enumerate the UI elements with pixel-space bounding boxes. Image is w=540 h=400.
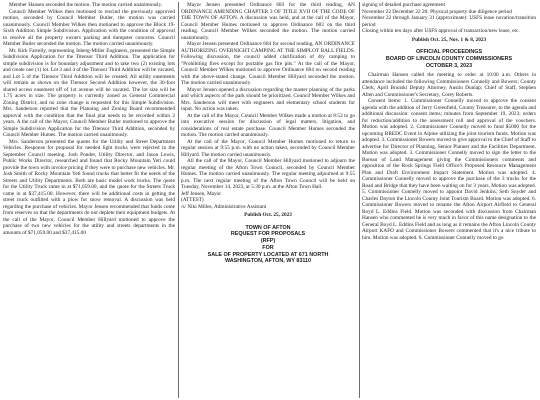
- signature-line: Jeff Jensen, Mayor: [181, 190, 222, 197]
- minutes-paragraph: All the call of the Mayor, Council Member Hillyard motioned to adjourn the regular meeting of the Afton Town Council, seconded by Council Member Humes. The motion carried unanimously. The regular meeting adjourned at 9:55 p.m. The next regular meeting of the Afton Town Council will be held on Tuesday, November 14, 2023, at 5:30 p.m. at the Afton Town Hall.: [181, 158, 355, 190]
- right-column: [362, 2, 536, 398]
- minutes-paragraph: Mrs. Sanderson presented the quotes for the Utility and Street Department Vehicles. Response for proposal for needed light trucks were rejected in the September Council meeting. Josh Ponder, Utility Director, and Jason Lewis, Public Works Director, researched and found that Rocky Mountain Yeti could provide the town with invoice pricing if they were to purchase new vehicles. Mr. Josh Smith of Rocky Mountain Yeti found trucks that better fit the needs of the Streets and Utility Departments. Both are basic model work trucks. The quote for the Utility Truck came in at $71,059.00, and the quote for the Streets Truck came in at $37,415.00. However, there will be additional costs in getting the street truck outfitted with a plow for snow removal. A discussion was held regarding the purchase of vehicles. Mayor Jensen recommended that funds come from reserves so that the departments do not deplete their equipment budgets. At the call of the Mayor, Council Member Hillyard motioned to approve the purchase of two new vehicles for the utility and streets departments in the amounts of $71,059.00 and $37,415.00: [3, 138, 175, 236]
- minutes-paragraph: Mayor Jensen presented Ordinance 684 for second reading, AN ORDINANCE AUTHORIZING OVERNIGHT CAMPING AT THE SIMPLOT BALL FIELDS. Following discussion, the council added clarification of dry camping to "Prohibiting fires except for portable gas fire pits." At the call of the Mayor, Council Member Wilkes motioned to approve Ordinance 684 on second reading with the above-stated change. Council Member Hillyard seconded the motion. The motion carried unanimously.: [181, 41, 355, 86]
- timeline-list: [362, 2, 536, 35]
- rfp-heading: [181, 225, 355, 266]
- column-divider: [178, 2, 179, 398]
- proceedings-heading-line: OFFICIAL PROCEEDINGS: [415, 49, 483, 55]
- proceedings-heading-line: BOARD OF LINCOLN COUNTY COMMISSIONERS: [385, 55, 513, 62]
- rfp-heading-line: SALE OF PROPERTY LOCATED AT 671 NORTH: [207, 251, 329, 258]
- rfp-heading-line: (RFP): [260, 238, 276, 245]
- signature-line: /s/ Niki Milles, Administrative Assistant: [181, 203, 267, 210]
- minutes-paragraph: Council Member Wilkes then motioned to rescind the previously approved motion, seconded by Council Member Butler, the motion was carried unanimously. Council Member Wilkes then motioned to approve the Block 19-Sixth Addition Simple Subdivision. Application with the condition of approval to resolve all the property owners parking and dumpster concerns. Council Member Butler seconded the motion. The motion carried unanimously.: [3, 8, 175, 47]
- minutes-paragraph: At the call of the Mayor, Council Member Wilkes made a motion at 8:53 to go into executive session for discussion of legal matters, litigation, and considerations of real estate purchase. Council Member Humes seconded the motion. The motion carried unanimously.: [181, 112, 355, 138]
- rfp-heading-line: FOR: [262, 244, 274, 251]
- left-column: [3, 2, 175, 398]
- minutes-paragraph: Mayor Jensen opened a discussion regarding the master planning of the parks and which aspects of the park should be prioritized. Council Member Wilkes and Mrs. Sanderson will meet with engineers and elementary school students for input. No action was taken.: [181, 86, 355, 112]
- minutes-paragraph: Mayor Jensen presented Ordinance 683 for the third reading, AN ORDINANCE AMENDING CHAPTER 3 OF TITLE XVII OF THE CODE OF THE TOWN OF AFTON. A discussion was held, and at the call of the Mayor, Council Member Humes motioned to approve Ordinance 683 on the third reading. Council Member Wilkes seconded the motion. The motion carried unanimously.: [181, 2, 355, 41]
- rfp-heading-line: WASHINGTON, AFTON, WY 83110: [224, 258, 312, 265]
- minutes-paragraph: At the call of the Mayor, Council Member Humes motioned to return to regular session at 9:55 p.m. with no action taken, seconded by Council Member Hillyard. The motion carried unanimously.: [181, 138, 355, 158]
- column-divider: [359, 2, 360, 398]
- proceedings-paragraph: Consent Items: 1. Commissioner Connelly moved to approve the consent agenda with the addition of Jerry Greenfield, County Treasurer, to the agenda and additional discussion: consent items; minutes from September 19, 2023; orders for reduction/addition to the assessment roll and approval of the vouchers. Motion was adopted. 2. Commissioner Connelly moved to fund $5000 for the upcoming BREDC Event in Alpine utilizing the joint tourism funds. Motion was adopted. 3. Commissioner Bowers moved to give approval to the Chief of Staff to advertise for Director of Planning, Senior Planner and the Facilities Department. Motion was adopted. 3. Commissioner Connelly moved to sign the letter to the Bureau of Land Management giving the Commissioners comments and opposition of the Rock Springs Field Office's Proposed Resource Management Plan and Draft Environment Impact Statement. Motion was adopted. 4. Commissioner Connelly moved to approve the purchase of the 3 trucks for the Road and Bridge that they have been waiting on for 3 years. Motion was adopted. 5. Commissioner Connelly moved to appoint David Jenkins, Seth Snyder and Charles Dayton the Lincoln County Joint Tourism Board. Motion was adopted. 6. Commissioner Bowers moved to rename the Afton Airport Airfield to General Boyd L. Eddins Field. Motion was seconded with discussion from Chairman Hansen who commented he is very much in favor of this name designation to the General Boyd L. Eddins Field and as long as it remains the Afton Lincoln County Airport KAFO and Commissioner Bowers commented that it's a nice tribute to him. Motion was adopted. 6. Commissioner Connelly moved to go: [362, 98, 536, 241]
- timeline-item: November 22 December 22 20: Physical property due diligence period: [362, 8, 512, 15]
- middle-column: [181, 2, 355, 398]
- publication-date: Publish Oct. 25, 2023: [244, 212, 292, 218]
- minutes-paragraph: Member Hansen seconded the motion. The motion carried unanimously.: [9, 2, 163, 8]
- proceedings-paragraph: Chairman Hansen called the meeting to order at 10:00 a.m. Others in attendance included the following Commissioners Connelly and Bowers; County Clerk, April Brunski Deputy Attorney, Austin Dunlap; Chief of Staff, Stephen Allen and Commissioner's Secretary, Corey Roberts.: [362, 72, 536, 98]
- timeline-item: Closing within ten days after USFS approval of transaction/new lease, etc.: [362, 28, 520, 34]
- minutes-paragraph: Mr. Kirk Farrelly, representing Inberg-Miller Engineers, presented the Simple Subdivision Application for the Titensor Third Addition. The application for simple subdivision is for boundary adjustment and to take two (2) existing lots and create one (1) lot. Lot 3 and 4 of the Titensor Third Addition will be vacated, and Lot 5 of the Titensor Third Addition will be created. All utility easements will remain as shown on the Titensor Second Addition however, the 30-foot shared access easement off of 1st avenue will be vacated. The lot size will be 1.75 acres in size. The property is currently zoned as General Commercial Zoning District, and no zone change is requested for this Simple Subdivision. Mrs. Sanderson reported that the Planning and Zoning Board recommended approval with the condition that the final plat needs to be recorded within 2 years. A the call of the Mayor, Council Member Butler motioned to approve the Simple Subdivision Application for the Titensor Third Addition, seconded by Council Member Humes. The motion carried unanimously.: [3, 47, 175, 138]
- timeline-item: signing of detailed purchase agreement: [362, 2, 445, 8]
- publication-date: Publish Oct. 25, Nov. 1 & 8, 2023: [411, 36, 487, 43]
- proceedings-heading: [362, 49, 536, 69]
- signature-line: (ATTEST): [181, 197, 204, 203]
- rfp-heading-line: TOWN OF AFTON: [245, 224, 291, 231]
- rfp-heading-line: REQUEST FOR PROPOSALS: [230, 231, 306, 238]
- proceedings-heading-line: OCTOBER 3, 2023: [425, 62, 473, 69]
- timeline-item: November 22 through January 31 (approximate): USFS lease novation/transition period: [362, 15, 536, 28]
